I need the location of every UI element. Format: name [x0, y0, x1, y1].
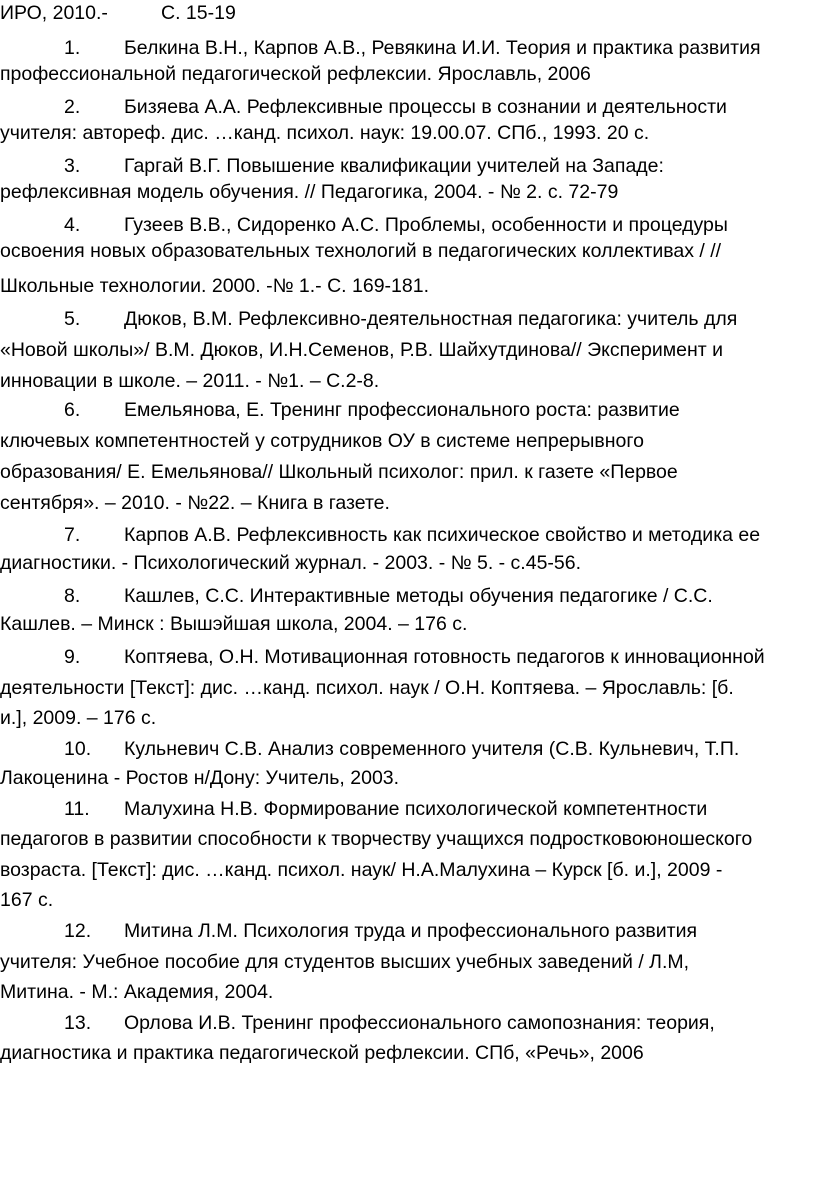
reference-text: ключевых компетентностей у сотрудников ОУ в системе непрерывного: [0, 430, 644, 452]
reference-text: Дюков, В.М. Рефлексивно-деятельностная педагогика: учитель для: [124, 308, 738, 330]
reference-text: Гаргай В.Г. Повышение квалификации учителей на Западе:: [124, 155, 664, 177]
reference-number: 6.: [64, 399, 81, 421]
reference-number: 10.: [64, 738, 92, 760]
reference-text: образования/ Е. Емельянова// Школьный психолог: прил. к газете «Первое: [0, 461, 678, 483]
reference-number: 9.: [64, 646, 81, 668]
reference-text: Кашлев. – Минск : Вышэйшая школа, 2004. – 176 с.: [0, 613, 468, 635]
reference-text: Гузеев В.В., Сидоренко А.С. Проблемы, особенности и процедуры: [124, 214, 728, 236]
reference-number: 5.: [64, 308, 81, 330]
header-line: [0, 2, 108, 24]
reference-number: 13.: [64, 1012, 92, 1034]
reference-text: «Новой школы»/ В.М. Дюков, И.Н.Семенов, Р.В. Шайхутдинова// Эксперимент и: [0, 339, 724, 361]
reference-text: освоения новых образовательных технологий в педагогических коллективах / //: [0, 240, 722, 262]
reference-text: рефлексивная модель обучения. // Педагогика, 2004. - № 2. с. 72-79: [0, 181, 619, 203]
reference-text: диагностика и практика педагогической рефлексии. СПб, «Речь», 2006: [0, 1042, 644, 1064]
reference-text: Митина. - М.: Академия, 2004.: [0, 981, 274, 1003]
reference-text: Малухина Н.В. Формирование психологической компетентности: [124, 798, 708, 820]
reference-text: учителя: автореф. дис. …канд. психол. наук: 19.00.07. СПб., 1993. 20 с.: [0, 122, 650, 144]
reference-text: профессиональной педагогической рефлексии. Ярославль, 2006: [0, 63, 591, 85]
reference-text: Емельянова, Е. Тренинг профессионального роста: развитие: [124, 399, 680, 421]
reference-text: возраста. [Текст]: дис. …канд. психол. наук/ Н.А.Малухина – Курск [б. и.], 2009 -: [0, 859, 723, 881]
reference-text: педагогов в развитии способности к творчеству учащихся подростковоюношеского: [0, 828, 753, 850]
reference-text: Коптяева, О.Н. Мотивационная готовность педагогов к инновационной: [124, 646, 765, 668]
reference-text: сентября». – 2010. - №22. – Книга в газете.: [0, 492, 390, 514]
reference-text: Кашлев, С.С. Интерактивные методы обучения педагогике / С.С.: [124, 585, 713, 607]
reference-number: 1.: [64, 37, 81, 59]
reference-text: Лакоценина - Ростов н/Дону: Учитель, 2003.: [0, 767, 400, 789]
reference-text: Орлова И.В. Тренинг профессионального самопознания: теория,: [124, 1012, 715, 1034]
reference-text: Школьные технологии. 2000. -№ 1.- С. 169-181.: [0, 275, 429, 297]
reference-number: 8.: [64, 585, 81, 607]
reference-number: 12.: [64, 920, 92, 942]
reference-text: инновации в школе. – 2011. - №1. – С.2-8.: [0, 370, 380, 392]
reference-text: и.], 2009. – 176 с.: [0, 707, 157, 729]
reference-text: Кульневич С.В. Анализ современного учителя (С.В. Кульневич, Т.П.: [124, 738, 740, 760]
reference-text: диагностики. - Психологический журнал. - 2003. - № 5. - с.45-56.: [0, 552, 582, 574]
header-source: ИРО, 2010.-: [0, 2, 108, 24]
reference-number: 4.: [64, 214, 81, 236]
reference-text: 167 с.: [0, 889, 54, 911]
reference-text: учителя: Учебное пособие для студентов высших учебных заведений / Л.М,: [0, 951, 690, 973]
reference-number: 7.: [64, 524, 81, 546]
reference-text: Карпов А.В. Рефлексивность как психическое свойство и методика ее: [124, 524, 761, 546]
reference-text: Бизяева А.А. Рефлексивные процессы в сознании и деятельности: [124, 96, 727, 118]
reference-number: 11.: [64, 798, 90, 820]
header-pages: С. 15-19: [161, 2, 236, 24]
reference-text: Митина Л.М. Психология труда и профессионального развития: [124, 920, 698, 942]
reference-number: 3.: [64, 155, 81, 177]
reference-number: 2.: [64, 96, 81, 118]
reference-text: Белкина В.Н., Карпов А.В., Ревякина И.И. Теория и практика развития: [124, 37, 761, 59]
reference-text: деятельности [Текст]: дис. …канд. психол. наук / О.Н. Коптяева. – Ярославль: [б.: [0, 677, 734, 699]
